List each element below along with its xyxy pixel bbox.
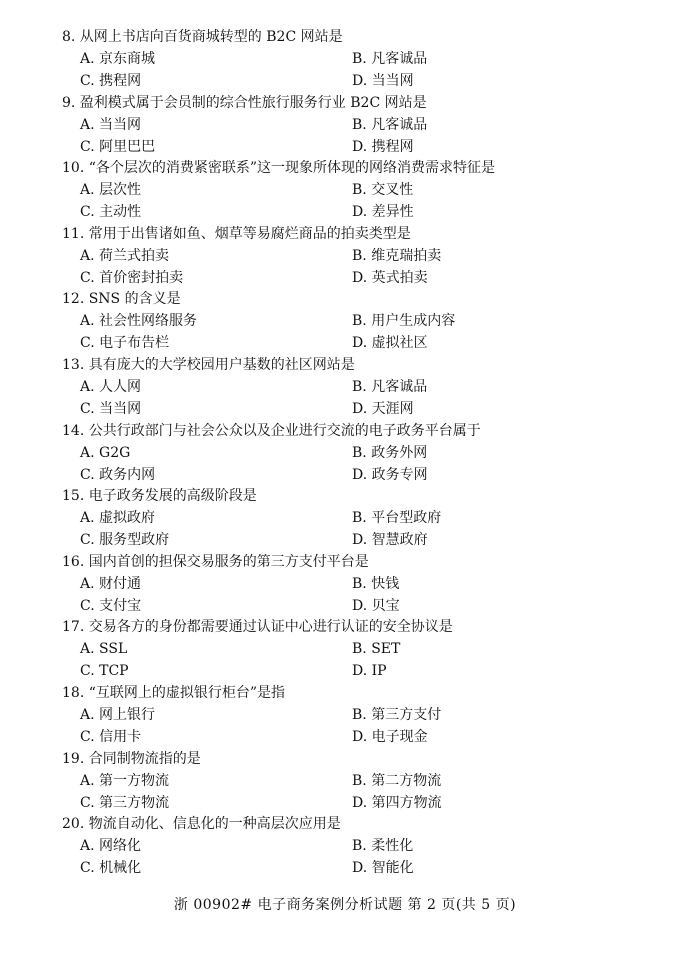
answer-option: D. 贝宝 [352,597,400,614]
answer-option: D. 政务专网 [352,466,428,483]
question-stem: 10. “各个层次的消费紧密联系”这一现象所体现的网络消费需求特征是 [62,160,496,177]
answer-option: C. 电子布告栏 [80,335,170,352]
answer-option: A. 第一方物流 [80,772,170,789]
question-item [62,616,662,682]
answer-option: B. 平台型政府 [352,510,442,527]
question-stem: 15. 电子政务发展的高级阶段是 [62,488,257,505]
answer-option: A. SSL [80,641,128,658]
answer-option: C. 支付宝 [80,597,142,614]
answer-option: A. 京东商城 [80,51,156,67]
answer-option: A. 财付通 [80,575,142,592]
question-stem: 19. 合同制物流指的是 [62,750,201,767]
answer-option: A. 网上银行 [80,706,156,723]
answer-option: B. 用户生成内容 [352,313,456,330]
answer-option: A. 人人网 [80,378,142,395]
answer-option: B. 凡客诚品 [352,378,428,395]
question-item [62,92,662,158]
answer-option: A. 网络化 [80,838,142,855]
answer-option: C. 政务内网 [80,466,156,483]
answer-option: D. 天涯网 [352,400,414,417]
question-stem: 17. 交易各方的身份都需要通过认证中心进行认证的安全协议是 [62,619,453,636]
answer-option: B. 柔性化 [352,838,414,855]
question-stem: 11. 常用于出售诸如鱼、烟草等易腐烂商品的拍卖类型是 [62,225,411,242]
answer-option: D. 虚拟社区 [352,335,428,352]
question-item [62,420,662,486]
answer-option: D. 携程网 [352,138,414,155]
answer-option: B. 交叉性 [352,182,414,199]
question-item [62,682,662,748]
question-item [62,354,662,420]
answer-option: B. SET [352,641,401,658]
answer-option: B. 第二方物流 [352,772,442,789]
answer-option: D. 电子现金 [352,728,428,745]
answer-option: D. 当当网 [352,73,414,89]
answer-option: D. 智慧政府 [352,532,428,549]
answer-option: B. 政务外网 [352,444,428,461]
question-item [62,813,662,879]
answer-option: C. 阿里巴巴 [80,138,156,155]
answer-option: C. TCP [80,663,129,680]
question-stem: 9. 盈利模式属于会员制的综合性旅行服务行业 B2C 网站是 [62,94,427,111]
question-item [62,288,662,354]
answer-option: A. 当当网 [80,116,142,133]
answer-option: C. 主动性 [80,204,142,221]
question-item [62,485,662,551]
question-item [62,223,662,289]
question-item [62,748,662,814]
question-stem: 16. 国内首创的担保交易服务的第三方支付平台是 [62,553,369,570]
answer-option: A. 层次性 [80,182,142,199]
question-stem: 20. 物流自动化、信息化的一种高层次应用是 [62,816,341,833]
question-stem: 18. “互联网上的虚拟银行柜台”是指 [62,684,286,701]
answer-option: A. 荷兰式拍卖 [80,247,170,264]
answer-option: C. 机械化 [80,860,142,877]
answer-option: B. 快钱 [352,575,400,592]
question-stem: 8. 从网上书店向百货商城转型的 B2C 网站是 [62,29,343,45]
answer-option: D. IP [352,663,387,680]
answer-option: D. 智能化 [352,860,414,877]
question-stem: 12. SNS 的含义是 [62,291,181,308]
answer-option: D. 英式拍卖 [352,269,428,286]
answer-option: B. 凡客诚品 [352,116,428,133]
answer-option: C. 当当网 [80,400,142,417]
answer-option: D. 第四方物流 [352,794,442,811]
answer-option: D. 差异性 [352,204,414,221]
question-stem: 14. 公共行政部门与社会公众以及企业进行交流的电子政务平台属于 [62,422,481,439]
question-item [62,551,662,617]
question-item [62,26,662,92]
answer-option: A. 虚拟政府 [80,510,156,527]
answer-option: B. 第三方支付 [352,706,442,723]
answer-option: C. 信用卡 [80,728,142,745]
answer-option: A. 社会性网络服务 [80,313,198,330]
question-item [62,157,662,223]
answer-option: C. 首价密封拍卖 [80,269,184,286]
answer-option: B. 维克瑞拍卖 [352,247,442,264]
answer-option: C. 携程网 [80,73,142,89]
question-list [62,26,662,879]
answer-option: A. G2G [80,444,131,461]
answer-option: C. 服务型政府 [80,532,170,549]
question-stem: 13. 具有庞大的大学校园用户基数的社区网站是 [62,356,355,373]
answer-option: C. 第三方物流 [80,794,170,811]
answer-option: B. 凡客诚品 [352,51,428,67]
page-footer: 浙 00902# 电子商务案例分析试题 第 2 页(共 5 页) [173,897,517,913]
